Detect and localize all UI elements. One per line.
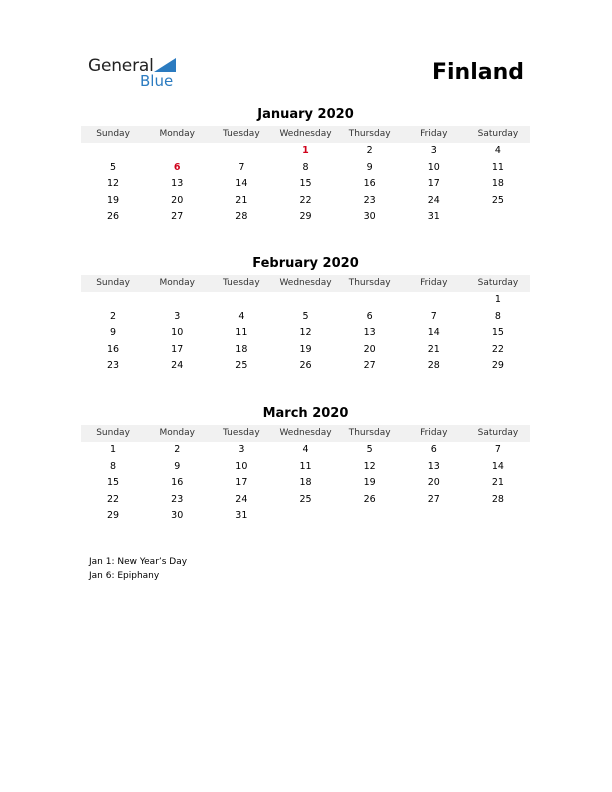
weekday-label: Sunday [96,428,130,438]
day-cell: 23 [363,194,376,206]
week-row [81,508,530,525]
week-row [81,442,530,459]
weekday-label: Saturday [477,428,519,438]
day-cell: 7 [238,161,245,173]
month-calendar [81,106,530,226]
holiday-note: Jan 1: New Year’s Day [89,557,188,567]
weekday-label: Monday [159,428,195,438]
week-row [81,160,530,177]
day-cell: 29 [491,360,504,372]
day-cell: 2 [110,310,117,322]
weekday-label: Wednesday [279,278,332,288]
week-row [81,309,530,326]
month-calendar [81,405,530,525]
day-cell: 20 [363,343,376,355]
day-cell: 3 [430,145,437,156]
weekday-label: Friday [420,129,448,139]
day-cell: 22 [299,194,312,206]
day-cell: 24 [427,194,440,206]
day-cell: 3 [238,444,245,455]
day-cell: 25 [299,493,312,505]
empty-day-cell [81,292,145,309]
empty-day-cell [466,209,530,226]
weekday-header [81,425,530,442]
weekday-label: Friday [420,278,448,288]
day-cell: 2 [174,444,181,455]
day-cell: 1 [110,444,117,455]
weekday-label: Wednesday [279,129,332,139]
week-row [81,176,530,193]
week-row [81,342,530,359]
day-cell: 12 [107,178,120,190]
day-cell: 25 [235,360,248,372]
weekday-label: Tuesday [223,129,260,139]
day-cell: 8 [110,460,117,472]
week-row [81,358,530,375]
day-cell: 15 [299,178,312,190]
empty-day-cell [402,292,466,309]
day-cell: 17 [171,343,184,355]
day-cell: 19 [363,477,376,489]
day-cell: 24 [235,493,248,505]
day-cell: 6 [366,310,373,322]
week-row [81,143,530,160]
day-cell: 6 [173,161,181,173]
day-cell: 30 [363,211,376,223]
day-cell: 29 [107,510,120,522]
day-cell: 26 [299,360,312,372]
weekday-label: Thursday [348,428,391,438]
empty-day-cell [145,292,209,309]
weekday-label: Tuesday [223,278,260,288]
day-cell: 13 [427,460,440,472]
week-row [81,325,530,342]
day-cell: 24 [171,360,184,372]
weekday-label: Sunday [96,278,130,288]
weekday-header [81,126,530,143]
weekday-label: Friday [420,428,448,438]
week-row [81,209,530,226]
day-cell: 27 [427,493,440,505]
day-cell: 14 [491,460,504,472]
day-cell: 22 [491,343,504,355]
day-cell: 15 [491,327,504,339]
day-cell: 11 [299,460,312,472]
month-calendar [81,255,530,375]
day-cell: 30 [171,510,184,522]
day-cell: 5 [302,310,309,322]
day-cell: 1 [302,145,309,156]
weekday-label: Thursday [348,129,391,139]
day-cell: 2 [366,145,373,156]
day-cell: 10 [235,460,248,472]
day-cell: 20 [427,477,440,489]
day-cell: 14 [235,178,248,190]
day-cell: 11 [491,161,504,173]
day-cell: 23 [107,360,120,372]
empty-day-cell [402,508,466,525]
day-cell: 7 [430,310,437,322]
empty-day-cell [81,143,145,160]
day-cell: 18 [299,477,312,489]
day-cell: 19 [299,343,312,355]
month-title: January 2020 [257,107,354,122]
day-cell: 5 [110,161,117,173]
empty-day-cell [145,143,209,160]
day-cell: 9 [110,327,117,339]
day-cell: 29 [299,211,312,223]
day-cell: 10 [427,161,440,173]
day-cell: 12 [363,460,376,472]
week-row [81,459,530,476]
day-cell: 16 [107,343,120,355]
day-cell: 4 [238,310,245,322]
day-cell: 6 [430,444,437,455]
day-cell: 31 [427,211,440,223]
day-cell: 4 [494,145,501,156]
country-title: Finland [431,60,524,85]
day-cell: 16 [171,477,184,489]
empty-day-cell [466,508,530,525]
day-cell: 21 [491,477,504,489]
day-cell: 11 [235,327,248,339]
empty-day-cell [209,292,273,309]
weekday-label: Tuesday [223,428,260,438]
day-cell: 4 [302,444,309,455]
day-cell: 20 [171,194,184,206]
holiday-note: Jan 6: Epiphany [89,571,160,581]
day-cell: 15 [107,477,120,489]
month-title: February 2020 [252,256,359,271]
day-cell: 17 [235,477,248,489]
day-cell: 28 [491,493,504,505]
weekday-label: Saturday [477,278,519,288]
week-row [81,292,530,309]
day-cell: 1 [494,294,501,305]
day-cell: 9 [174,460,181,472]
day-cell: 17 [427,178,440,190]
empty-day-cell [273,508,337,525]
day-cell: 28 [427,360,440,372]
day-cell: 8 [302,161,309,173]
week-row [81,492,530,509]
day-cell: 28 [235,211,248,223]
holiday-notes [89,555,187,583]
day-cell: 26 [363,493,376,505]
weekday-label: Thursday [348,278,391,288]
brand-logo [88,56,188,92]
weekday-label: Monday [159,129,195,139]
logo-text-blue: Blue [140,72,174,90]
weekday-label: Wednesday [279,428,332,438]
day-cell: 26 [107,211,120,223]
empty-day-cell [338,508,402,525]
day-cell: 21 [427,343,440,355]
day-cell: 21 [235,194,248,206]
day-cell: 27 [171,211,184,223]
day-cell: 22 [107,493,120,505]
day-cell: 23 [171,493,184,505]
empty-day-cell [209,143,273,160]
logo-triangle-icon [154,58,176,72]
day-cell: 18 [235,343,248,355]
day-cell: 25 [491,194,504,206]
day-cell: 5 [366,444,373,455]
weekday-label: Sunday [96,129,130,139]
day-cell: 9 [366,161,373,173]
weekday-label: Monday [159,278,195,288]
day-cell: 19 [107,194,120,206]
logo-text-general: General [88,56,154,76]
day-cell: 12 [299,327,312,339]
day-cell: 8 [494,310,501,322]
empty-day-cell [273,292,337,309]
weekday-label: Saturday [477,129,519,139]
day-cell: 16 [363,178,376,190]
month-title: March 2020 [262,406,349,421]
day-cell: 27 [363,360,376,372]
day-cell: 7 [494,444,501,455]
day-cell: 13 [363,327,376,339]
day-cell: 14 [427,327,440,339]
weekday-header [81,275,530,292]
day-cell: 13 [171,178,184,190]
week-row [81,475,530,492]
day-cell: 31 [235,510,248,522]
week-row [81,193,530,210]
empty-day-cell [338,292,402,309]
day-cell: 18 [491,178,504,190]
day-cell: 10 [171,327,184,339]
day-cell: 3 [174,310,181,322]
